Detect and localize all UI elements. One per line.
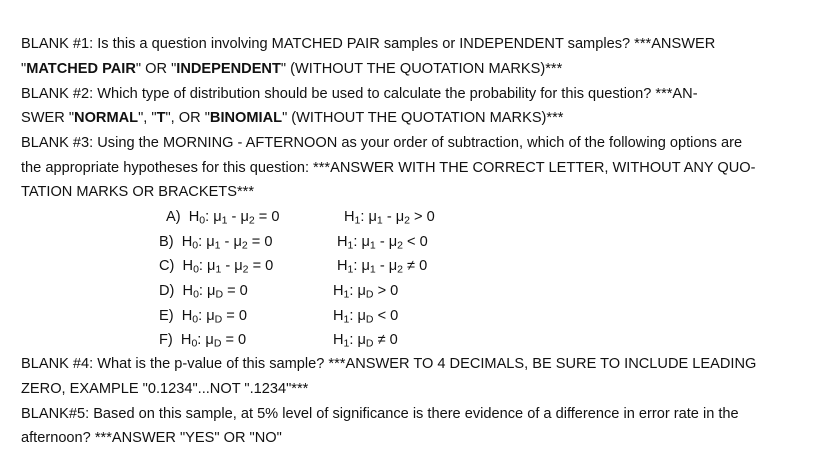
blank1-instruction: " (WITHOUT THE QUOTATION MARKS)***: [280, 61, 563, 77]
binomial-option: BINOMIAL: [209, 110, 283, 126]
option-d-h0: D) $H_0$: $\mu_D = 0$: [159, 283, 248, 301]
option-c-h1: $H_1$: $\mu_1 - \mu_2 \ne 0$: [337, 258, 428, 276]
blank1-line1: BLANK #1: Is this a question involving MATCHED PAIR samples or INDEPENDENT samples? ***ANSWER: [21, 36, 716, 52]
blank2-line1: BLANK #2: Which type of distribution should be used to calculate the probability for this question? ***AN-: [21, 86, 698, 102]
blank3-line2: the appropriate hypotheses for this question: ***ANSWER WITH THE CORRECT LETTER, WITHOUT ANY QUO-: [21, 160, 756, 176]
answer-prefix: SWER ": [21, 110, 75, 126]
blank1-line2: [21, 60, 562, 78]
option-c-h0: C) $H_0$: $\mu_1 - \mu_2 = 0$: [159, 258, 274, 276]
option-b-h1: $H_1$: $\mu_1 - \mu_2 < 0$: [337, 234, 428, 252]
separator-1: ", ": [138, 110, 157, 126]
option-a-h1: $H_1$: $\mu_1 - \mu_2 > 0$: [344, 209, 435, 227]
normal-option: NORMAL: [74, 110, 139, 126]
option-d-h1: $H_1$: $\mu_D > 0$: [333, 283, 399, 301]
option-a-h0: A) $H_0$: $\mu_1 - \mu_2 = 0$: [166, 209, 280, 227]
blank5-line1: BLANK#5: Based on this sample, at 5% level of significance is there evidence of a difference in error rate in the: [21, 406, 739, 422]
t-option: T: [156, 110, 166, 126]
option-e-h0: E) $H_0$: $\mu_D = 0$: [159, 308, 247, 326]
separator-2: ", OR ": [165, 110, 210, 126]
option-b-h0: B) $H_0$: $\mu_1 - \mu_2 = 0$: [159, 234, 273, 252]
blank5-line2: afternoon? ***ANSWER "YES" OR "NO": [21, 430, 282, 446]
blank2-line2: [21, 109, 563, 127]
blank2-instruction: " (WITHOUT THE QUOTATION MARKS)***: [282, 110, 564, 126]
quote-open: ": [21, 61, 27, 77]
matched-pair-option: MATCHED PAIR: [26, 61, 136, 77]
option-f-h0: F) $H_0$: $\mu_D = 0$: [159, 332, 247, 350]
blank4-line2: ZERO, EXAMPLE "0.1234"...NOT ".1234"***: [21, 381, 309, 397]
blank3-line1: BLANK #3: Using the MORNING - AFTERNOON as your order of subtraction, which of the following options are: [21, 135, 743, 151]
independent-option: INDEPENDENT: [176, 61, 281, 77]
or-text: " OR ": [135, 61, 177, 77]
option-f-h1: $H_1$: $\mu_D \ne 0$: [333, 332, 398, 350]
blank3-line3: TATION MARKS OR BRACKETS***: [21, 184, 254, 200]
option-e-h1: $H_1$: $\mu_D < 0$: [333, 308, 399, 326]
blank4-line1: BLANK #4: What is the p-value of this sample? ***ANSWER TO 4 DECIMALS, BE SURE TO INCLUDE LEADING: [21, 356, 757, 372]
